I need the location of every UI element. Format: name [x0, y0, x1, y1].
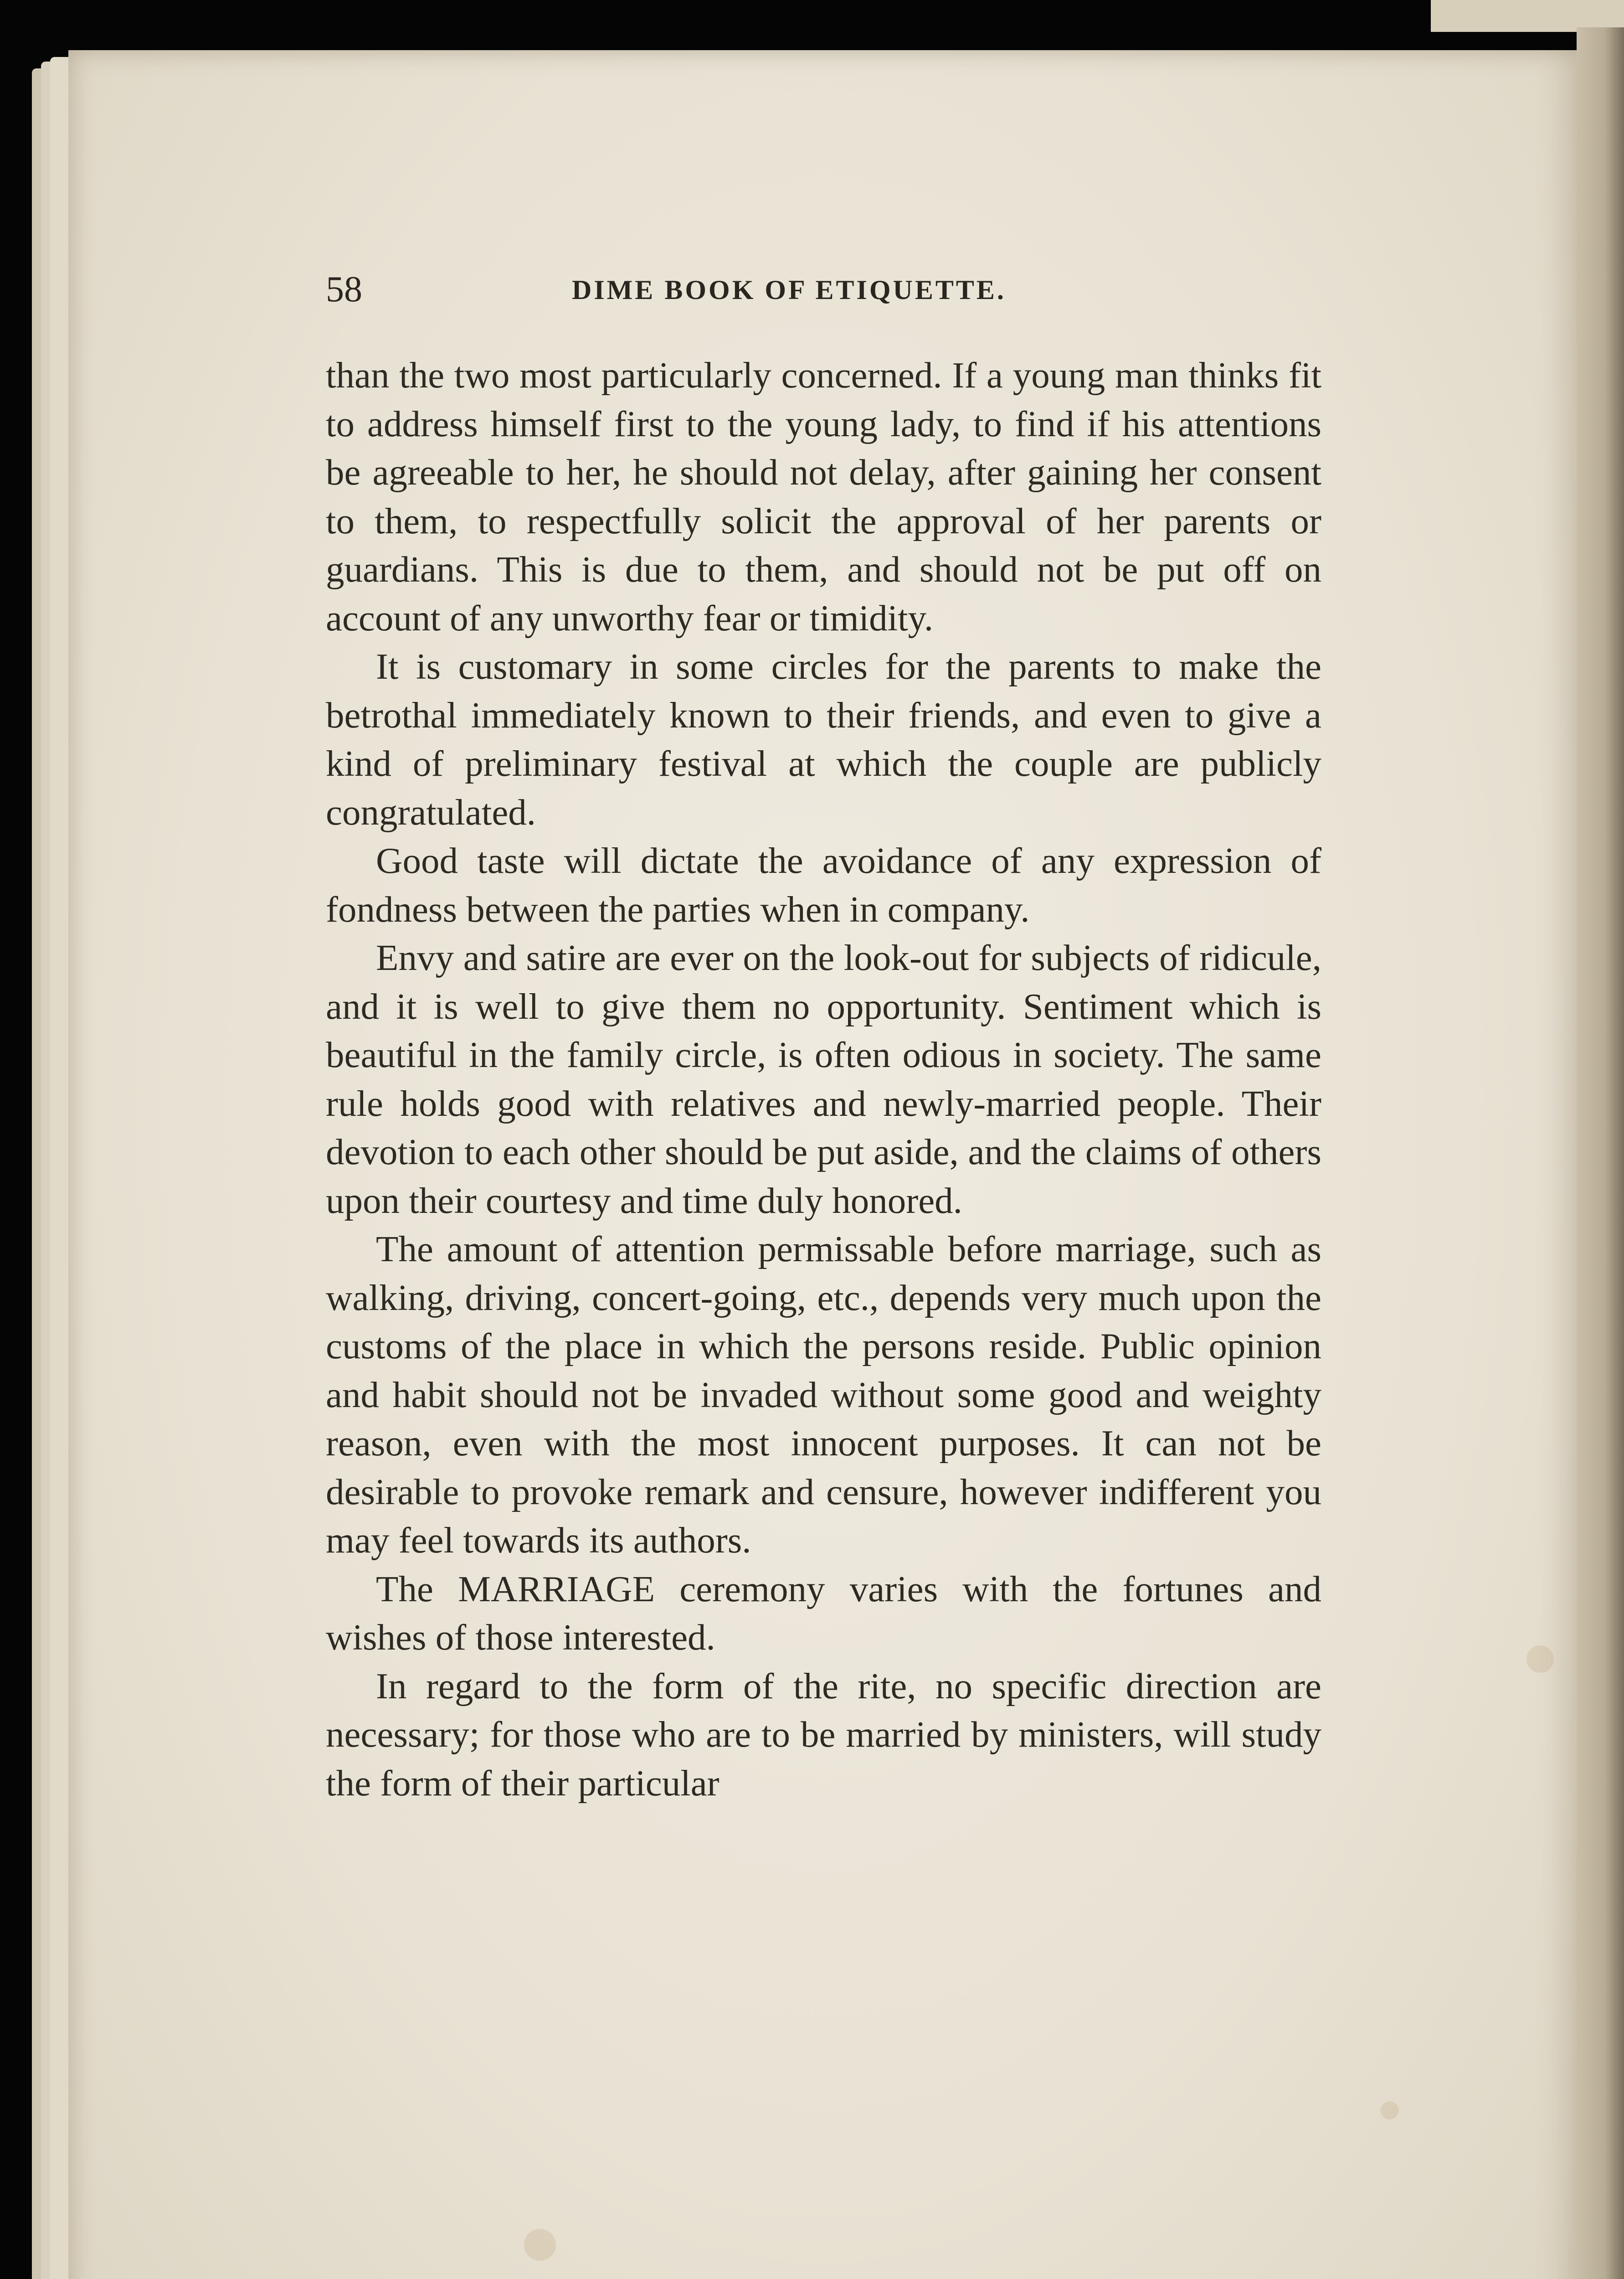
- book-spine-edge: [1577, 27, 1624, 2279]
- paragraph: Good taste will dictate the avoidance of any expression of fondness between the parties when in company.: [326, 840, 1321, 930]
- paragraph: The amount of attention permissable before marriage, such as walking, driving, concert-going, etc., depends very much upon the customs of the place in which the persons reside. Public opinion and habit should not be invaded without some good and weighty reason, even with the most innocent purposes. It can not be desirable to provoke remark and censure, however indifferent you may feel towards its authors.: [326, 1228, 1321, 1561]
- page-number: 58: [326, 269, 362, 309]
- running-title: DIME BOOK OF ETIQUETTE.: [572, 275, 1006, 305]
- page-body: [326, 351, 1321, 1807]
- paper-stain: [1526, 1645, 1554, 1673]
- paragraph: In regard to the form of the rite, no specific direction are necessary; for those who are to be married by ministers, will study the form of their particular: [326, 1665, 1321, 1804]
- page-header: [326, 269, 1328, 319]
- paragraph: than the two most particularly concerned. If a young man thinks fit to address himself first to the young lady, to find if his attentions be agreeable to her, he should not delay, after gaining her consent to them, to respectfully solicit the approval of her parents or guardians. This is due to them, and should not be put off on account of any unworthy fear or timidity.: [326, 355, 1321, 639]
- paragraph: It is customary in some circles for the parents to make the betrothal immediately known to their friends, and even to give a kind of preliminary festival at which the couple are publicly congratulated.: [326, 646, 1321, 833]
- paragraph: The MARRIAGE ceremony varies with the fortunes and wishes of those interested.: [326, 1568, 1321, 1658]
- paragraph: Envy and satire are ever on the look-out for subjects of ridicule, and it is well to give them no opportunity. Sentiment which is beautiful in the family circle, is often odious in society. The same rule holds good with relatives and newly-married people. Their devotion to each other should be put aside, and the claims of others upon their courtesy and time duly honored.: [326, 937, 1321, 1221]
- paper-stain: [1381, 2101, 1399, 2119]
- paper-stain: [524, 2229, 556, 2261]
